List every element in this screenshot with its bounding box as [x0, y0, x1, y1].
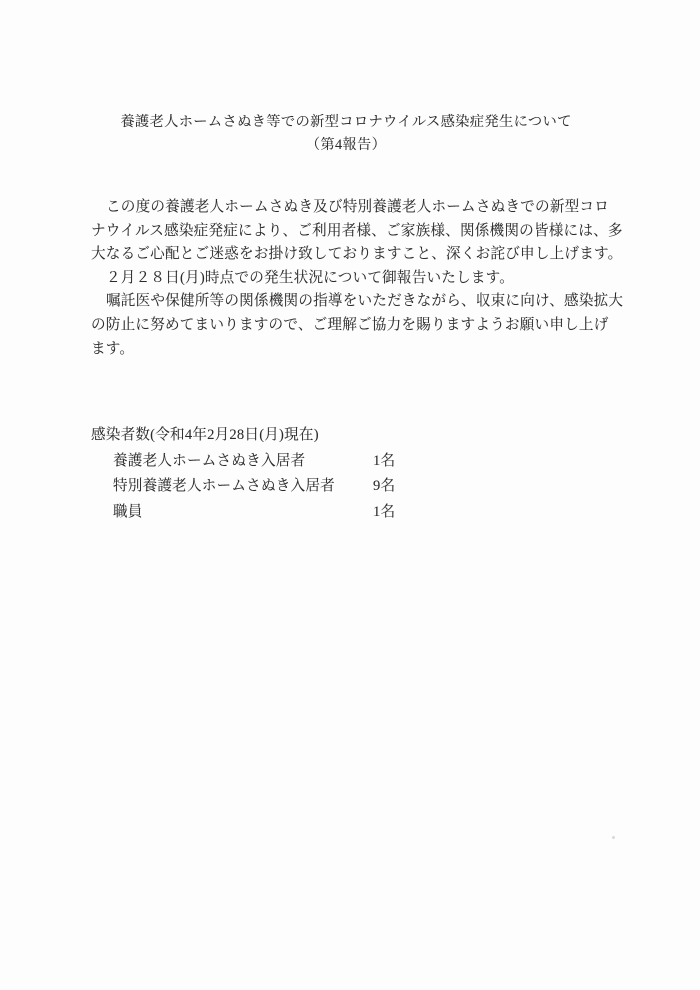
- summary-row-label: 職員: [113, 503, 143, 520]
- infection-summary-heading: 感染者数(令和4年2月28日(月)現在): [91, 427, 319, 443]
- summary-row-count: 1名: [373, 453, 396, 469]
- infection-summary: [91, 424, 521, 525]
- body-paragraph1-line2: ナウイルス感染症発症により、ご利用者様、ご家族様、関係機関の皆様には、多: [91, 222, 623, 239]
- summary-row-label: 特別養護老人ホームさぬき入居者: [113, 478, 335, 495]
- summary-row-count: 1名: [373, 503, 396, 520]
- summary-row-staff: [91, 500, 521, 525]
- infection-summary-rows: [91, 449, 521, 525]
- body-paragraph3-line3: ます。: [91, 340, 135, 357]
- document-title-line1: 養護老人ホームさぬき等での新型コロナウイルス感染症発生について: [120, 114, 572, 130]
- body-paragraph1-line1: この度の養護老人ホームさぬき及び特別養護老人ホームさぬきでの新型コロ: [106, 199, 609, 215]
- document-title: [0, 111, 692, 157]
- body-paragraph1-line3: 大なるご心配とご迷惑をお掛け致しておりますこと、深くお詫び申し上げます。: [91, 246, 623, 263]
- document-body: [91, 196, 625, 361]
- summary-row-tokubetsu-residents: [91, 474, 521, 499]
- summary-row-label: 養護老人ホームさぬき入居者: [113, 453, 306, 469]
- body-paragraph3-line2: の防止に努めてまいりますので、ご理解ご協力を賜りますようお願い申し上げ: [91, 316, 609, 333]
- document-title-line2: （第4報告）: [305, 137, 387, 153]
- summary-row-yogo-residents: [91, 449, 521, 474]
- summary-row-count: 9名: [373, 478, 396, 495]
- body-paragraph2-line1: ２月２８日(月)時点での発生状況について御報告いたします。: [106, 269, 515, 286]
- body-paragraph3-line1: 嘱託医や保健所等の関係機関の指導をいただきながら、収束に向け、感染拡大: [106, 293, 624, 310]
- scan-artifact-speck: [612, 836, 615, 839]
